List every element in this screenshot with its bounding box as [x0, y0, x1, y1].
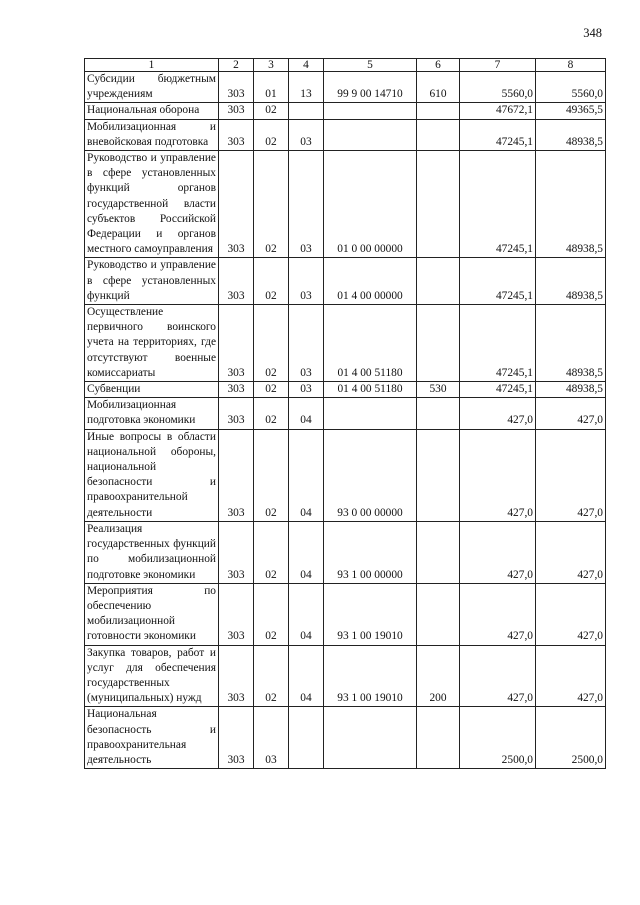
col-8-amount: 5560,0	[536, 72, 606, 103]
col-6-expense-type: 610	[417, 72, 460, 103]
header-cell: 6	[417, 59, 460, 72]
col-4-subsection: 03	[289, 119, 324, 150]
row-name: Субвенции	[85, 382, 219, 398]
col-2-code: 303	[219, 429, 254, 521]
col-4-subsection: 04	[289, 583, 324, 645]
col-2-code: 303	[219, 382, 254, 398]
col-7-amount: 427,0	[460, 429, 536, 521]
col-4-subsection	[289, 103, 324, 119]
col-8-amount: 427,0	[536, 583, 606, 645]
col-8-amount: 48938,5	[536, 305, 606, 382]
col-8-amount: 49365,5	[536, 103, 606, 119]
col-8-amount: 48938,5	[536, 382, 606, 398]
col-2-code: 303	[219, 103, 254, 119]
table-row	[85, 521, 606, 583]
col-5-target-article: 01 4 00 51180	[324, 305, 417, 382]
table-row	[85, 398, 606, 429]
col-5-target-article	[324, 119, 417, 150]
col-5-target-article: 93 1 00 00000	[324, 521, 417, 583]
col-2-code: 303	[219, 521, 254, 583]
col-7-amount: 47245,1	[460, 258, 536, 305]
col-8-amount: 2500,0	[536, 707, 606, 769]
col-4-subsection: 04	[289, 429, 324, 521]
col-7-amount: 2500,0	[460, 707, 536, 769]
col-5-target-article: 93 1 00 19010	[324, 645, 417, 707]
col-3-section: 02	[254, 151, 289, 258]
col-2-code: 303	[219, 305, 254, 382]
col-3-section: 02	[254, 645, 289, 707]
header-cell: 1	[85, 59, 219, 72]
header-cell: 2	[219, 59, 254, 72]
col-5-target-article: 93 0 00 00000	[324, 429, 417, 521]
col-6-expense-type: 530	[417, 382, 460, 398]
col-8-amount: 427,0	[536, 429, 606, 521]
col-4-subsection: 03	[289, 151, 324, 258]
col-3-section: 02	[254, 305, 289, 382]
row-name: Закупка товаров, работ и услуг для обеспечения государственных (муниципальных) нужд	[85, 645, 219, 707]
col-6-expense-type	[417, 398, 460, 429]
col-5-target-article	[324, 707, 417, 769]
col-8-amount: 48938,5	[536, 151, 606, 258]
header-cell: 3	[254, 59, 289, 72]
col-7-amount: 47672,1	[460, 103, 536, 119]
col-4-subsection: 04	[289, 398, 324, 429]
col-3-section: 02	[254, 119, 289, 150]
row-name: Руководство и управление в сфере установленных функций органов государственной власти субъектов Российской Федерации и органов местного самоуправления	[85, 151, 219, 258]
row-name: Мобилизационная и вневойсковая подготовка	[85, 119, 219, 150]
table-row	[85, 305, 606, 382]
col-2-code: 303	[219, 119, 254, 150]
row-name: Осуществление первичного воинского учета на территориях, где отсутствуют военные комиссариаты	[85, 305, 219, 382]
col-7-amount: 47245,1	[460, 305, 536, 382]
row-name: Иные вопросы в области национальной обороны, национальной безопасности и правоохранительной деятельности	[85, 429, 219, 521]
budget-table	[84, 58, 606, 769]
table-row	[85, 119, 606, 150]
col-4-subsection: 03	[289, 305, 324, 382]
col-2-code: 303	[219, 398, 254, 429]
col-3-section: 02	[254, 398, 289, 429]
col-3-section: 01	[254, 72, 289, 103]
table-row	[85, 151, 606, 258]
col-4-subsection: 04	[289, 521, 324, 583]
col-7-amount: 427,0	[460, 645, 536, 707]
col-6-expense-type	[417, 521, 460, 583]
row-name: Национальная безопасность и правоохранительная деятельность	[85, 707, 219, 769]
col-5-target-article	[324, 398, 417, 429]
table-row	[85, 258, 606, 305]
table-row	[85, 583, 606, 645]
col-5-target-article: 01 4 00 00000	[324, 258, 417, 305]
col-2-code: 303	[219, 72, 254, 103]
header-cell: 5	[324, 59, 417, 72]
col-6-expense-type: 200	[417, 645, 460, 707]
col-7-amount: 427,0	[460, 398, 536, 429]
col-4-subsection: 04	[289, 645, 324, 707]
table-row	[85, 72, 606, 103]
col-8-amount: 427,0	[536, 521, 606, 583]
col-4-subsection: 03	[289, 382, 324, 398]
page-number: 348	[583, 26, 602, 40]
col-2-code: 303	[219, 645, 254, 707]
row-name: Руководство и управление в сфере установленных функций	[85, 258, 219, 305]
col-3-section: 02	[254, 258, 289, 305]
col-4-subsection: 13	[289, 72, 324, 103]
col-3-section: 02	[254, 429, 289, 521]
col-5-target-article: 99 9 00 14710	[324, 72, 417, 103]
col-8-amount: 48938,5	[536, 258, 606, 305]
col-7-amount: 427,0	[460, 521, 536, 583]
row-name: Мероприятия по обеспечению мобилизационной готовности экономики	[85, 583, 219, 645]
col-6-expense-type	[417, 103, 460, 119]
table-row	[85, 707, 606, 769]
col-2-code: 303	[219, 151, 254, 258]
col-4-subsection	[289, 707, 324, 769]
col-3-section: 03	[254, 707, 289, 769]
row-name: Реализация государственных функций по мобилизационной подготовке экономики	[85, 521, 219, 583]
col-4-subsection: 03	[289, 258, 324, 305]
col-5-target-article: 01 0 00 00000	[324, 151, 417, 258]
table-row	[85, 429, 606, 521]
col-8-amount: 427,0	[536, 398, 606, 429]
col-3-section: 02	[254, 583, 289, 645]
header-cell: 7	[460, 59, 536, 72]
col-5-target-article: 93 1 00 19010	[324, 583, 417, 645]
table-row	[85, 645, 606, 707]
header-cell: 4	[289, 59, 324, 72]
col-5-target-article	[324, 103, 417, 119]
row-name: Субсидии бюджетным учреждениям	[85, 72, 219, 103]
col-6-expense-type	[417, 583, 460, 645]
col-6-expense-type	[417, 707, 460, 769]
col-8-amount: 48938,5	[536, 119, 606, 150]
row-name: Мобилизационная подготовка экономики	[85, 398, 219, 429]
col-6-expense-type	[417, 119, 460, 150]
col-7-amount: 5560,0	[460, 72, 536, 103]
col-2-code: 303	[219, 583, 254, 645]
row-name: Национальная оборона	[85, 103, 219, 119]
col-2-code: 303	[219, 707, 254, 769]
col-7-amount: 47245,1	[460, 151, 536, 258]
col-5-target-article: 01 4 00 51180	[324, 382, 417, 398]
header-cell: 8	[536, 59, 606, 72]
col-3-section: 02	[254, 382, 289, 398]
col-3-section: 02	[254, 521, 289, 583]
col-7-amount: 427,0	[460, 583, 536, 645]
col-6-expense-type	[417, 305, 460, 382]
col-6-expense-type	[417, 258, 460, 305]
header-row	[85, 59, 606, 72]
col-3-section: 02	[254, 103, 289, 119]
col-7-amount: 47245,1	[460, 382, 536, 398]
col-6-expense-type	[417, 429, 460, 521]
table-row	[85, 382, 606, 398]
col-7-amount: 47245,1	[460, 119, 536, 150]
col-2-code: 303	[219, 258, 254, 305]
table-row	[85, 103, 606, 119]
col-8-amount: 427,0	[536, 645, 606, 707]
col-6-expense-type	[417, 151, 460, 258]
